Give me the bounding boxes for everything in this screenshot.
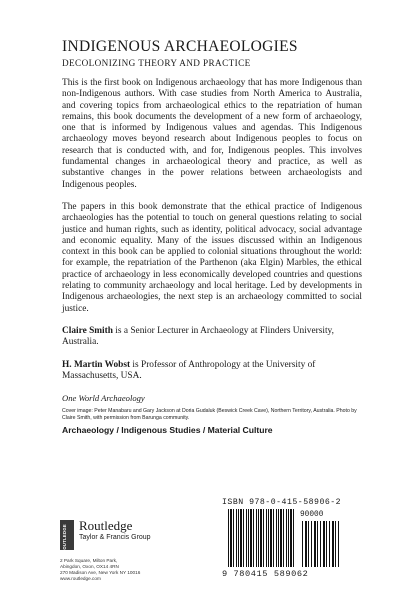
isbn-number: ISBN 978-0-415-58906-2 xyxy=(222,498,342,507)
logo-text: ROUTLEDGE xyxy=(62,524,67,553)
address-line: 270 Madison Ave, New York NY 10016 xyxy=(60,570,141,575)
cover-image-credit: Cover image: Peter Manabaru and Gary Jackson at Doria Gudaluk (Beswick Creek Cave), Northern Territory, Australia. Photo by Claire Smith, with permission from Barunga community. xyxy=(62,408,357,421)
subject-categories: Archaeology / Indigenous Studies / Material Culture xyxy=(62,425,273,436)
publisher-name: Routledge xyxy=(79,518,133,533)
blurb-paragraph-1: This is the first book on Indigenous archaeology that has more Indigenous than non-Indigenous authors. With case studies from North America to Australia, and covering topics from archaeological ethics to the repatriation of human remains, this book documents the development of a new form of archaeology, one that is informed by Indigenous values and agendas. This Indigenous archaeology moves beyond research about Indigenous peoples to focus on research that is conducted with, and for, Indigenous peoples. This involves fundamental changes in archaeological theory and practice, as well as substantive changes in the power relations between archaeologists and Indigenous peoples. xyxy=(62,78,362,190)
barcode-bars xyxy=(228,509,296,567)
price-addon-code: 90000 xyxy=(300,511,324,519)
cover-text xyxy=(62,38,362,435)
ean-digits: 9 780415 589062 xyxy=(222,569,309,579)
author-bio-1 xyxy=(62,326,362,349)
author-description: is Professor of Anthropology at the University of Massachusetts, USA. xyxy=(62,359,316,381)
address-line: Abingdon, Oxon, OX14 4RN xyxy=(60,564,119,569)
isbn-barcode xyxy=(218,496,351,582)
author-bio-2 xyxy=(62,360,362,383)
blurb-paragraph-2: The papers in this book demonstrate that the ethical practice of Indigenous archaeologies has the potential to touch on general questions relating to social justice and human rights, such as identity, political advocacy, social advantage and economic equality. Many of the issues discussed within an Indigenous context in this book can be applied to colonial situations throughout the world: for example, the repatriation of the Parthenon (aka Elgin) Marbles, the ethical practice of archaeology in less economically developed countries and questions relating to community archaeology and local heritage. Led by developments in Indigenous archaeologies, the next step is an archaeology committed to social justice. xyxy=(62,201,362,314)
addon-barcode-bars xyxy=(302,521,340,567)
publisher-address xyxy=(60,558,140,582)
publisher-group: Taylor & Francis Group xyxy=(79,534,151,541)
routledge-logo xyxy=(60,520,74,553)
address-line: 2 Park Square, Milton Park, xyxy=(60,558,118,563)
author-description: is a Senior Lecturer in Archaeology at Flinders University, Australia. xyxy=(62,325,334,348)
address-line: www.routledge.com xyxy=(60,576,101,581)
publisher-block xyxy=(60,518,210,588)
series-name: One World Archaeology xyxy=(62,393,145,404)
book-subtitle: DECOLONIZING THEORY AND PRACTICE xyxy=(62,58,251,68)
book-title: INDIGENOUS ARCHAEOLOGIES xyxy=(62,38,298,55)
author-name: Claire Smith xyxy=(62,325,113,336)
author-name: H. Martin Wobst xyxy=(62,359,131,370)
